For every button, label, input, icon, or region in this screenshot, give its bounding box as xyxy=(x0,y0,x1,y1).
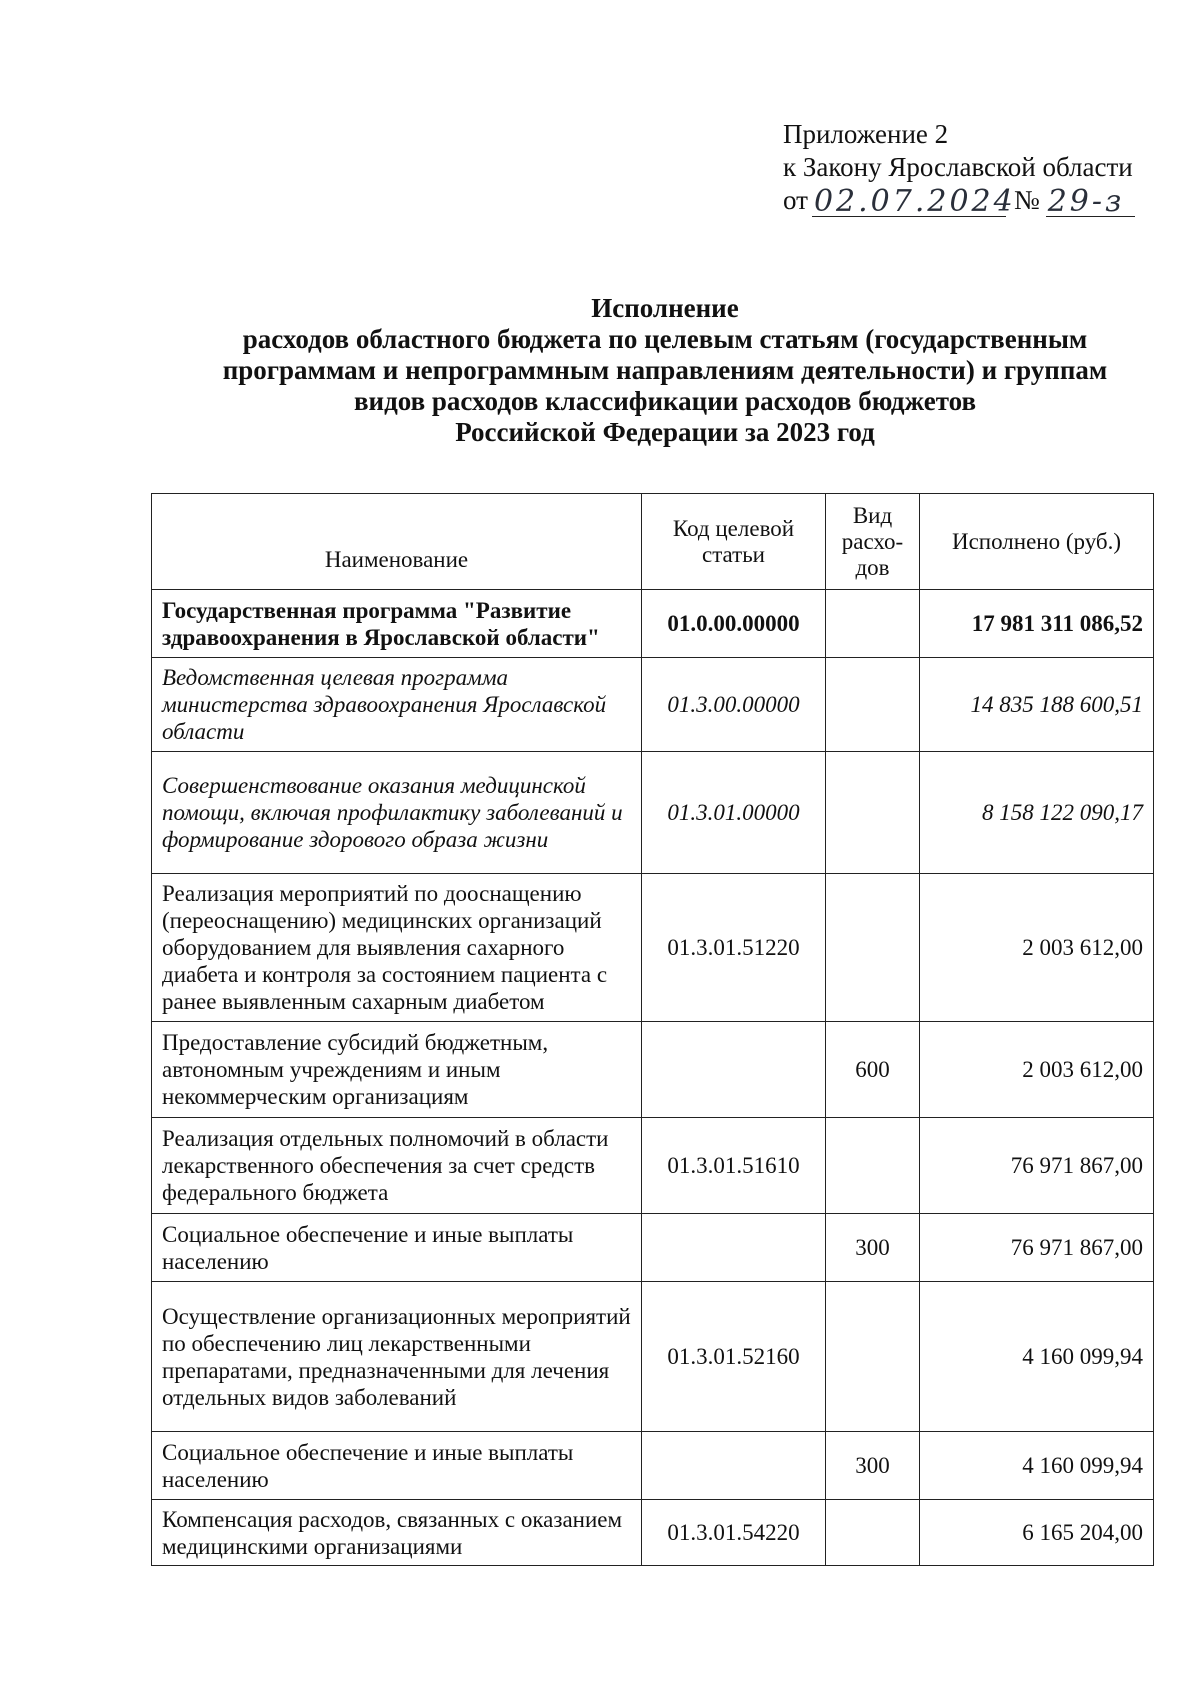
row-code: 01.3.01.51610 xyxy=(642,1118,826,1214)
budget-table xyxy=(151,493,1154,1566)
row-sum: 14 835 188 600,51 xyxy=(920,658,1154,752)
annex-line-2: к Закону Ярославской области xyxy=(783,152,1133,182)
row-name: Социальное обеспечение и иные выплаты населению xyxy=(152,1214,642,1282)
table-row xyxy=(152,1214,1154,1282)
row-kind xyxy=(826,590,920,658)
row-sum: 8 158 122 090,17 xyxy=(920,752,1154,874)
table-row xyxy=(152,874,1154,1022)
header-sum: Исполнено (руб.) xyxy=(920,494,1154,590)
header-kind: Вид расхо-дов xyxy=(826,494,920,590)
row-sum: 76 971 867,00 xyxy=(920,1118,1154,1214)
table-header-row xyxy=(152,494,1154,590)
row-kind xyxy=(826,752,920,874)
row-name: Государственная программа "Развитие здравоохранения в Ярославской области" xyxy=(152,590,642,658)
row-sum: 6 165 204,00 xyxy=(920,1500,1154,1566)
row-name: Осуществление организационных мероприятий по обеспечению лиц лекарственными препаратами, предназначенными для лечения отдельных видов заболеваний xyxy=(152,1282,642,1432)
row-kind xyxy=(826,874,920,1022)
row-code: 01.3.01.51220 xyxy=(642,874,826,1022)
row-name: Реализация мероприятий по дооснащению (переоснащению) медицинских организаций оборудованием для выявления сахарного диабета и контроля за состоянием пациента с ранее выявленным сахарным диабетом xyxy=(152,874,642,1022)
table-row xyxy=(152,1432,1154,1500)
row-sum: 76 971 867,00 xyxy=(920,1214,1154,1282)
title-line-1: Исполнение xyxy=(591,293,739,323)
row-code: 01.3.01.00000 xyxy=(642,752,826,874)
row-sum: 2 003 612,00 xyxy=(920,874,1154,1022)
row-name: Совершенствование оказания медицинской помощи, включая профилактику заболеваний и формирование здорового образа жизни xyxy=(152,752,642,874)
row-code: 01.3.00.00000 xyxy=(642,658,826,752)
row-name: Реализация отдельных полномочий в области лекарственного обеспечения за счет средств федерального бюджета xyxy=(152,1118,642,1214)
row-kind xyxy=(826,1500,920,1566)
from-label: от xyxy=(783,185,808,215)
annex-date-line xyxy=(783,184,1135,217)
table-row xyxy=(152,590,1154,658)
header-code: Код целевой статьи xyxy=(642,494,826,590)
row-sum: 4 160 099,94 xyxy=(920,1282,1154,1432)
row-code xyxy=(642,1214,826,1282)
row-kind: 600 xyxy=(826,1022,920,1118)
row-kind: 300 xyxy=(826,1214,920,1282)
row-name: Предоставление субсидий бюджетным, автономным учреждениям и иным некоммерческим организациям xyxy=(152,1022,642,1118)
title-line-2: расходов областного бюджета по целевым статьям (государственным xyxy=(242,324,1088,354)
title-line-3: программам и непрограммным направлениям деятельности) и группам xyxy=(222,355,1108,385)
row-kind xyxy=(826,658,920,752)
row-code xyxy=(642,1432,826,1500)
header-name: Наименование xyxy=(152,494,642,590)
title-line-4: видов расходов классификации расходов бюджетов xyxy=(353,386,977,416)
table-row xyxy=(152,1500,1154,1566)
row-sum: 17 981 311 086,52 xyxy=(920,590,1154,658)
row-name: Компенсация расходов, связанных с оказанием медицинскими организациями xyxy=(152,1500,642,1566)
row-code xyxy=(642,1022,826,1118)
row-code: 01.0.00.00000 xyxy=(642,590,826,658)
row-code: 01.3.01.54220 xyxy=(642,1500,826,1566)
number-label: № xyxy=(1013,185,1040,215)
row-sum: 4 160 099,94 xyxy=(920,1432,1154,1500)
table-row xyxy=(152,1118,1154,1214)
handwritten-date: 02.07.2024 xyxy=(813,184,1016,219)
table-row xyxy=(152,1282,1154,1432)
annex-block xyxy=(783,118,1135,217)
row-sum: 2 003 612,00 xyxy=(920,1022,1154,1118)
table-row xyxy=(152,658,1154,752)
row-kind: 300 xyxy=(826,1432,920,1500)
row-kind xyxy=(826,1118,920,1214)
handwritten-number: 29-з xyxy=(1046,188,1135,217)
table-row xyxy=(152,752,1154,874)
row-name: Социальное обеспечение и иные выплаты населению xyxy=(152,1432,642,1500)
table-row xyxy=(152,1022,1154,1118)
row-kind xyxy=(826,1282,920,1432)
annex-line-1: Приложение 2 xyxy=(783,119,949,149)
title-line-5: Российской Федерации за 2023 год xyxy=(455,417,875,447)
row-code: 01.3.01.52160 xyxy=(642,1282,826,1432)
document-title xyxy=(150,293,1180,448)
row-name: Ведомственная целевая программа министерства здравоохранения Ярославской области xyxy=(152,658,642,752)
